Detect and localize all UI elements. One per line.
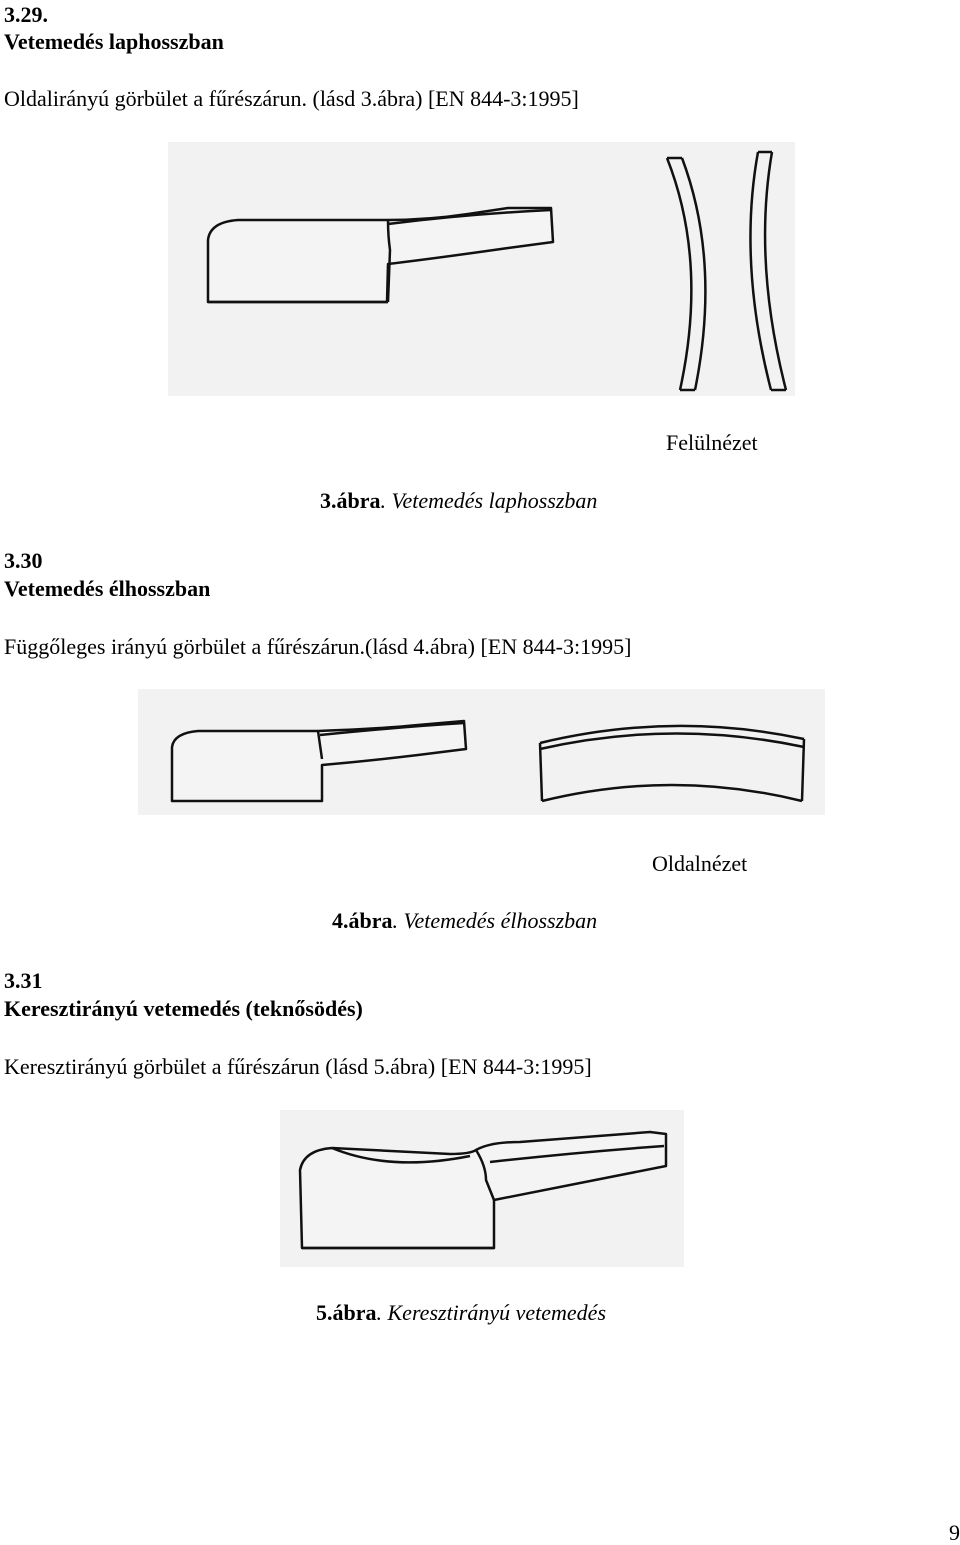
section-title-3-31: Keresztirányú vetemedés (teknősödés) xyxy=(4,996,363,1021)
section-number-3-31: 3.31 xyxy=(4,968,43,993)
view-label-oldalnezet: Oldalnézet xyxy=(652,851,748,876)
figure-4-lumber-crook xyxy=(138,689,825,815)
section-text-3-29: Oldalirányú görbület a fűrészárun. (lásd 3.ábra) [EN 844-3:1995] xyxy=(4,86,579,111)
figure-3-caption xyxy=(320,488,597,514)
view-label-felulnezet: Felülnézet xyxy=(666,430,758,455)
figure-3-caption-label: 3.ábra xyxy=(320,488,381,513)
figure-4-drawing xyxy=(138,689,825,815)
figure-5-caption xyxy=(316,1300,606,1326)
figure-5-caption-label: 5.ábra xyxy=(316,1300,377,1325)
figure-3-caption-text: . Vetemedés laphosszban xyxy=(380,488,598,513)
section-title-3-29: Vetemedés laphosszban xyxy=(4,29,224,54)
section-title-3-30: Vetemedés élhosszban xyxy=(4,576,211,601)
figure-3-lumber-bow xyxy=(168,142,795,396)
section-text-3-31: Keresztirányú görbület a fűrészárun (lásd 5.ábra) [EN 844-3:1995] xyxy=(4,1054,592,1079)
figure-5-lumber-cup xyxy=(280,1110,684,1267)
figure-4-caption-text: . Vetemedés élhosszban xyxy=(392,908,598,933)
figure-3-drawing xyxy=(168,142,795,396)
section-number-3-29: 3.29. xyxy=(4,2,48,27)
figure-4-caption xyxy=(332,908,597,934)
page-number: 9 xyxy=(949,1520,960,1545)
figure-5-drawing xyxy=(280,1110,684,1267)
figure-5-caption-text: . Keresztirányú vetemedés xyxy=(376,1300,607,1325)
figure-4-caption-label: 4.ábra xyxy=(332,908,393,933)
section-number-3-30: 3.30 xyxy=(4,548,43,573)
section-text-3-30: Függőleges irányú görbület a fűrészárun.(lásd 4.ábra) [EN 844-3:1995] xyxy=(4,634,632,659)
